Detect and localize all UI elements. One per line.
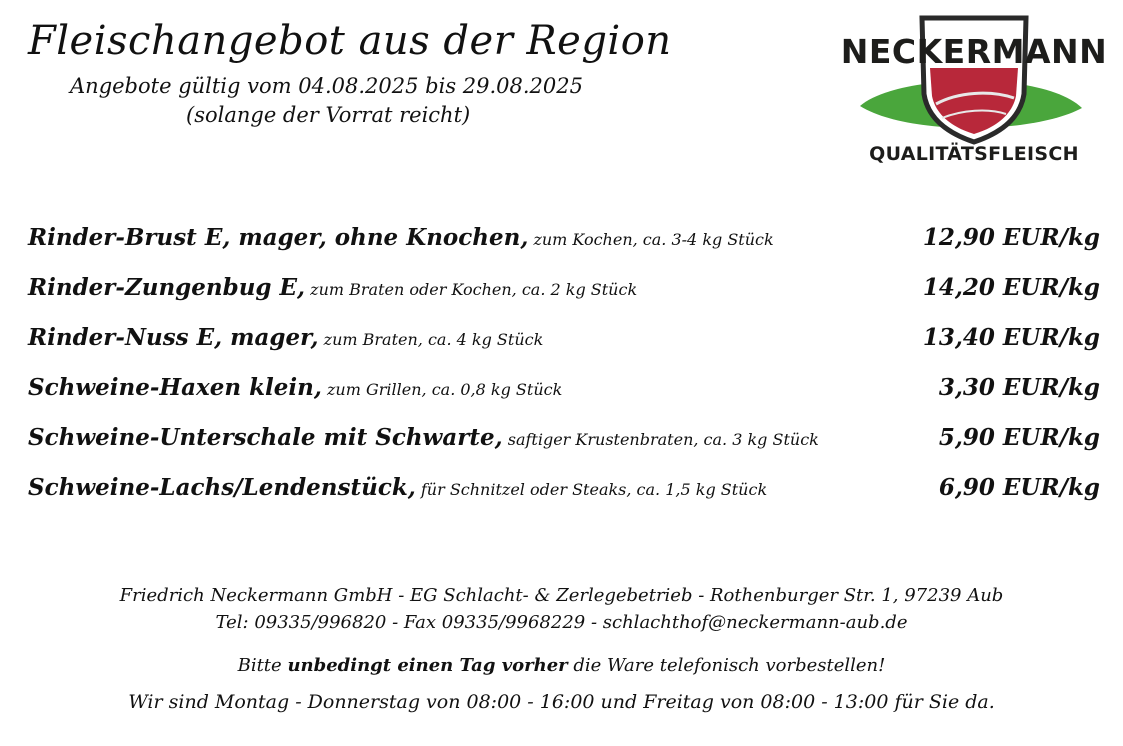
offer-description: zum Grillen, ca. 0,8 kg Stück <box>326 380 563 399</box>
offer-description: zum Kochen, ca. 3-4 kg Stück <box>533 230 774 249</box>
opening-hours: Wir sind Montag - Donnerstag von 08:00 - 16:00 und Freitag von 08:00 - 13:00 für Sie da. <box>128 691 995 713</box>
supply-note: (solange der Vorrat reicht) <box>186 103 471 127</box>
order-notice-prefix: Bitte <box>237 655 282 676</box>
offer-row <box>28 424 1100 474</box>
company-address: Friedrich Neckermann GmbH - EG Schlacht- & Zerlegebetrieb - Rothenburger Str. 1, 97239 Aub <box>119 585 1004 606</box>
offer-description: saftiger Krustenbraten, ca. 3 kg Stück <box>507 430 819 449</box>
offer-name: Schweine-Lachs/Lendenstück, <box>28 474 416 501</box>
offer-row <box>28 274 1100 324</box>
order-notice <box>0 655 1123 676</box>
neckermann-logo <box>838 12 1110 172</box>
offer-row <box>28 374 1100 424</box>
offer-name: Rinder-Brust E, mager, ohne Knochen, <box>28 224 529 251</box>
offer-description: zum Braten oder Kochen, ca. 2 kg Stück <box>310 280 638 299</box>
logo-brand-name: NECKERMANN <box>840 32 1108 71</box>
offer-description: für Schnitzel oder Steaks, ca. 1,5 kg Stück <box>420 480 768 499</box>
offer-list <box>28 224 1100 524</box>
order-notice-suffix: die Ware telefonisch vorbestellen! <box>573 655 886 676</box>
offer-price: 12,90 EUR/kg <box>922 224 1100 251</box>
order-notice-emphasis: unbedingt einen Tag vorher <box>287 655 568 676</box>
offer-description: zum Braten, ca. 4 kg Stück <box>323 330 544 349</box>
offer-name: Rinder-Nuss E, mager, <box>28 324 319 351</box>
contact-info: Tel: 09335/996820 - Fax 09335/9968229 - schlachthof@neckermann-aub.de <box>215 612 908 633</box>
validity-period: Angebote gültig vom 04.08.2025 bis 29.08.2025 <box>70 74 584 98</box>
offer-row <box>28 224 1100 274</box>
page-title: Fleischangebot aus der Region <box>28 18 672 64</box>
offer-name: Schweine-Unterschale mit Schwarte, <box>28 424 503 451</box>
offer-name: Rinder-Zungenbug E, <box>28 274 306 301</box>
offer-price: 14,20 EUR/kg <box>922 274 1100 301</box>
offer-price: 6,90 EUR/kg <box>938 474 1100 501</box>
offer-row <box>28 324 1100 374</box>
offer-price: 13,40 EUR/kg <box>922 324 1100 351</box>
logo-tagline: QUALITÄTSFLEISCH <box>869 143 1079 165</box>
offer-row <box>28 474 1100 524</box>
offer-name: Schweine-Haxen klein, <box>28 374 322 401</box>
offer-price: 3,30 EUR/kg <box>938 374 1100 401</box>
offer-price: 5,90 EUR/kg <box>938 424 1100 451</box>
